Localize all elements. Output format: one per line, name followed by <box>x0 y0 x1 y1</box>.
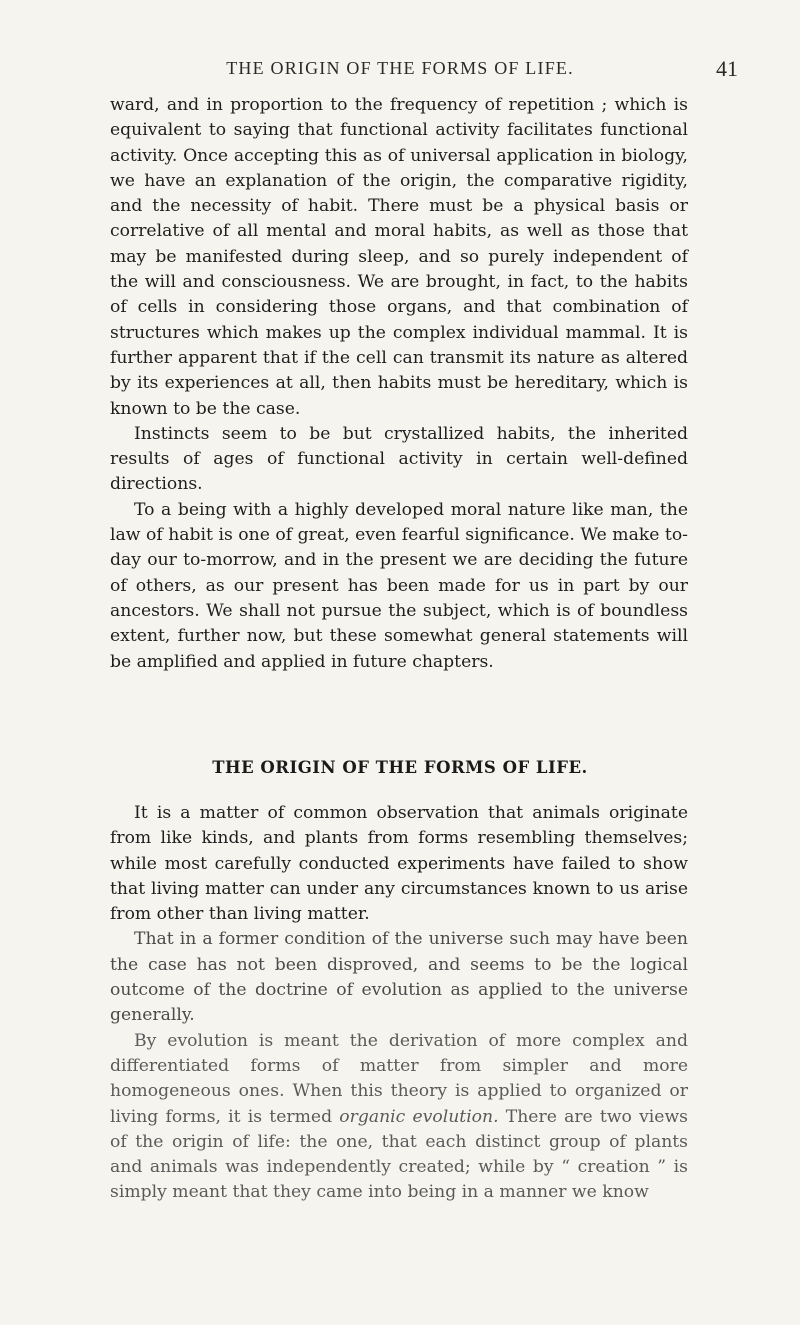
evolution-text-start: By evolution is meant the derivation of more complex and differentiated forms of matter from simpler and more homogeneous ones. When this theory is applied to organized or living forms, it is termed <box>110 1030 688 1127</box>
evolution-text-end: There are two views of the origin of life: the one, that each distinct group of plants and animals was independently created; while by “ creation ” is simply meant that they came into being in a manner we know <box>110 1106 688 1203</box>
paragraph-common-observation: It is a matter of common observation that animals originate from like kinds, and plants from forms resembling themselves; while most carefully conducted experiments have failed to show that living matter can under any circumstances known to us arise from other than living matter. <box>110 803 688 925</box>
section-text-block <box>110 801 688 1206</box>
paragraph-instincts: Instincts seem to be but crystallized habits, the inherited results of ages of functional activity in certain well-defined directions. <box>110 423 688 495</box>
paragraph-evolution-definition <box>110 1029 688 1206</box>
running-title: THE ORIGIN OF THE FORMS OF LIFE. <box>226 58 574 78</box>
section-heading: THE ORIGIN OF THE FORMS OF LIFE. <box>212 758 588 777</box>
paragraph-habit-continued: ward, and in proportion to the frequency of repetition ; which is equivalent to saying that functional activity facilitates functional activity. Once accepting this as of universal application in biology, we have an explanation of the origin, the comparative rigidity, and the necessity of habit. There must be a physical basis or correlative of all mental and moral habits, as well as those that may be manifested during sleep, and so purely independent of the will and consciousness. We are brought, in fact, to the habits of cells in considering those organs, and that combination of structures which makes up the complex individual mammal. It is further apparent that if the cell can transmit its nature as altered by its experiences at all, then habits must be hereditary, which is known to be the case. <box>110 95 688 419</box>
organic-evolution-term: organic evolution. <box>339 1106 499 1127</box>
running-head <box>0 58 800 82</box>
paragraph-law-of-habit: To a being with a highly developed moral nature like man, the law of habit is one of great, even fearful significance. We make to-day our to-morrow, and in the present we are deciding the future of others, as our present has been made for us in part by our ancestors. We shall not pursue the subject, which is of boundless extent, further now, but these somewhat general statements will be amplified and applied in future chapters. <box>110 499 688 672</box>
page-number: 41 <box>716 56 738 81</box>
paragraph-former-condition: That in a former condition of the universe such may have been the case has not been disproved, and seems to be the logical outcome of the doctrine of evolution as applied to the universe generally. <box>110 929 688 1026</box>
continued-text-block <box>110 93 688 675</box>
